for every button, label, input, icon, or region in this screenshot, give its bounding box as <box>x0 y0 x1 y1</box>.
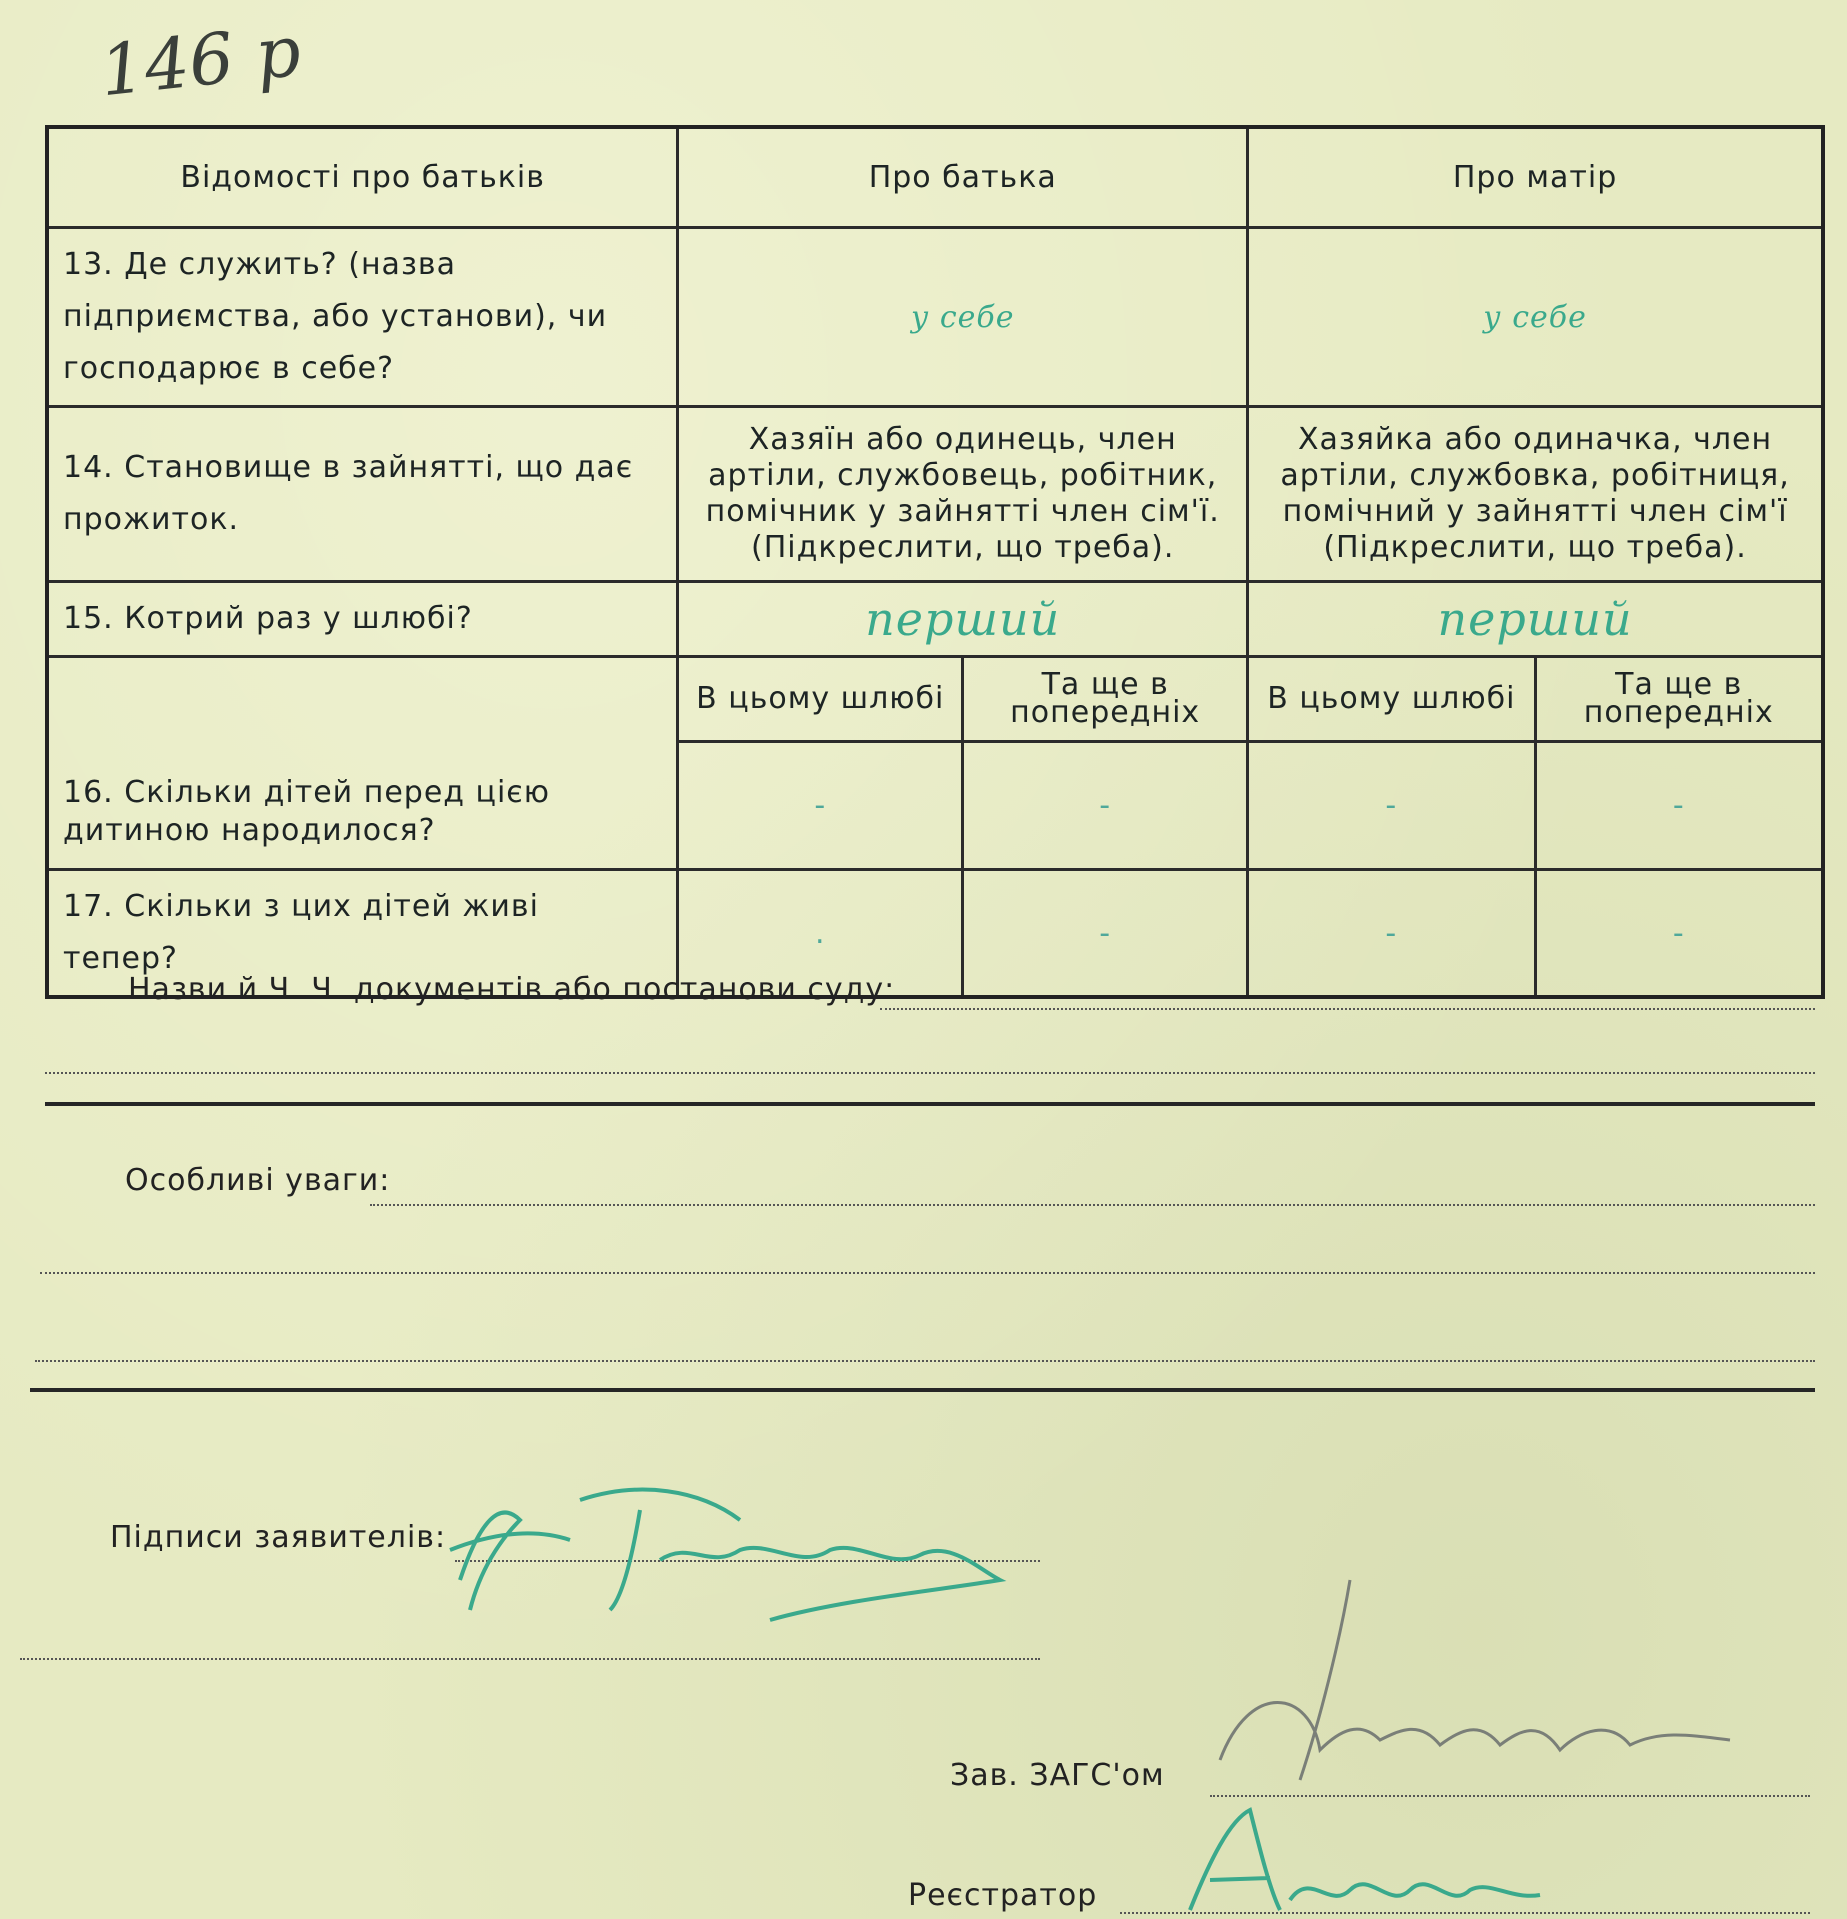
value-16-mother-prev: - <box>1535 742 1823 870</box>
question-17: 17. Скільки з цих дітей живі тепер? <box>47 870 678 998</box>
value-17-mother-this: - <box>1248 870 1535 998</box>
documents-dotted-line <box>880 1008 1815 1010</box>
subheader-mother-prev: Та ще в попередніх <box>1535 657 1823 742</box>
table-header-row <box>47 127 1823 228</box>
question-13: 13. Де служить? (назва підприємства, або установи), чи господарює в себе? <box>47 228 678 407</box>
zags-head-label: Зав. ЗАГС'ом <box>950 1758 1165 1793</box>
table-row <box>47 228 1823 407</box>
documents-label: Назви й Ч. Ч. документів або постанови суду: <box>128 972 896 1007</box>
section-divider <box>45 1102 1815 1106</box>
applicant-signature <box>440 1460 1040 1640</box>
remarks-dotted-line-3 <box>35 1360 1815 1362</box>
subheader-father-this: В цьому шлюбі <box>678 657 963 742</box>
table-row <box>47 407 1823 582</box>
header-mother: Про матір <box>1248 127 1823 228</box>
remarks-dotted-line <box>370 1204 1815 1206</box>
question-15: 15. Котрий раз у шлюбі? <box>47 582 678 657</box>
table-row <box>47 582 1823 657</box>
remarks-dotted-line-2 <box>40 1272 1815 1274</box>
answer-13-mother: у себе <box>1248 228 1823 407</box>
zags-head-signature <box>1190 1560 1750 1810</box>
registrar-signature <box>1160 1800 1560 1919</box>
question-14: 14. Становище в зайнятті, що дає прожиток. <box>47 407 678 582</box>
value-16-father-prev: - <box>963 742 1248 870</box>
options-14-mother: Хазяйка або одиначка, член артіли, службовка, робітниця, помічний у зайнятті член сім'ї (Підкреслити, що треба). <box>1248 407 1823 582</box>
section-divider-2 <box>30 1388 1815 1392</box>
table-row <box>47 657 1823 742</box>
value-17-mother-prev: - <box>1535 870 1823 998</box>
answer-15-father: перший <box>678 582 1248 657</box>
subheader-mother-this: В цьому шлюбі <box>1248 657 1535 742</box>
answer-13-father: у себе <box>678 228 1248 407</box>
question-16: 16. Скільки дітей перед цією дитиною народилося? <box>47 657 678 870</box>
answer-15-mother: перший <box>1248 582 1823 657</box>
subheader-father-prev: Та ще в попередніх <box>963 657 1248 742</box>
value-17-father-this: . <box>678 870 963 998</box>
signatures-label: Підписи заявителів: <box>110 1520 447 1555</box>
signatures-dotted-line-2 <box>20 1658 1040 1660</box>
value-16-father-this: - <box>678 742 963 870</box>
header-father: Про батька <box>678 127 1248 228</box>
archive-page-mark: 146 р <box>96 9 305 113</box>
remarks-label: Особливі уваги: <box>125 1163 391 1198</box>
documents-dotted-line-2 <box>45 1072 1815 1074</box>
options-14-father: Хазяїн або одинець, член артіли, службовець, робітник, помічник у зайнятті член сім'ї. (Підкреслити, що треба). <box>678 407 1248 582</box>
header-parents-info: Відомості про батьків <box>47 127 678 228</box>
registrar-label: Реєстратор <box>908 1878 1098 1913</box>
value-16-mother-this: - <box>1248 742 1535 870</box>
value-17-father-prev: - <box>963 870 1248 998</box>
parents-info-table <box>45 125 1825 999</box>
